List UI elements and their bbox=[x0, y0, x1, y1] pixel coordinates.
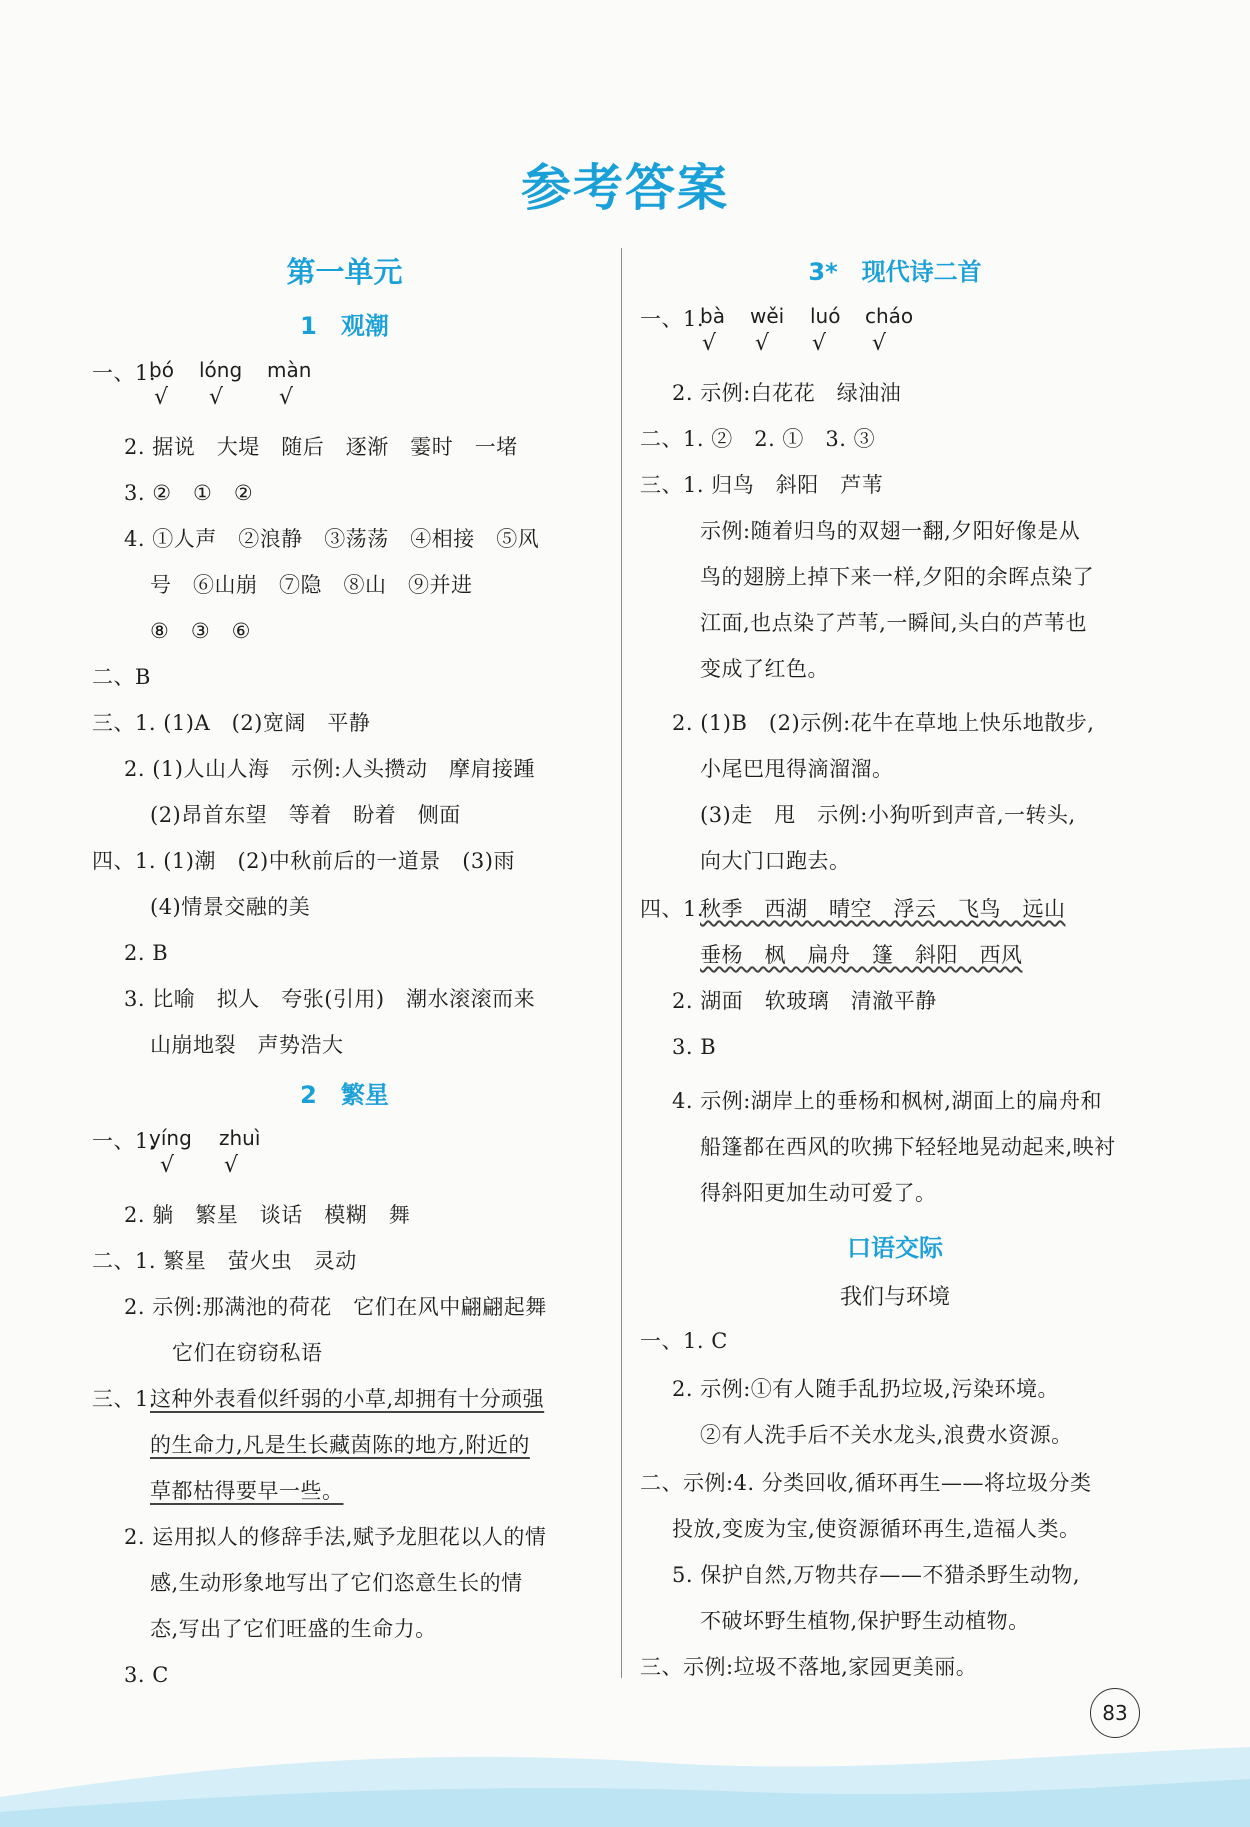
answer-line: 船篷都在西风的吹拂下轻轻地晃动起来,映衬 bbox=[700, 1135, 1116, 1159]
answer-line: 投放,变废为宝,使资源循环再生,造福人类。 bbox=[672, 1517, 1081, 1541]
answer-line: 2. 示例:①有人随手乱扔垃圾,污染环境。 bbox=[672, 1377, 1059, 1401]
answer-line: 2. 躺 繁星 谈话 模糊 舞 bbox=[124, 1203, 411, 1227]
answer-line: (4)情景交融的美 bbox=[150, 895, 311, 919]
answer-line: 3. C bbox=[124, 1663, 169, 1687]
answer-line: 示例:随着归鸟的双翅一翻,夕阳好像是从 bbox=[700, 519, 1081, 543]
answer-line: 它们在窃窃私语 bbox=[172, 1341, 323, 1365]
pinyin: cháo bbox=[865, 304, 914, 328]
lesson-1-title: 1 观潮 bbox=[300, 312, 389, 340]
answer-line: 4. ①人声 ②浪静 ③荡荡 ④相接 ⑤风 bbox=[124, 527, 540, 551]
answer-line: 3. B bbox=[672, 1035, 717, 1059]
page-number: 83 bbox=[1090, 1688, 1140, 1738]
answer-line: 4. 示例:湖岸上的垂杨和枫树,湖面上的扁舟和 bbox=[672, 1089, 1102, 1113]
answer-line: 三、1. 归鸟 斜阳 芦苇 bbox=[640, 473, 884, 497]
answer-line: 四、1. bbox=[640, 897, 705, 921]
answer-line: 态,写出了它们旺盛的生命力。 bbox=[150, 1617, 437, 1641]
answer-line: 3. ② ① ② bbox=[124, 481, 254, 505]
answer-line: 四、1. (1)潮 (2)中秋前后的一道景 (3)雨 bbox=[92, 849, 515, 873]
column-divider bbox=[621, 248, 622, 1678]
underlined-sentence: 这种外表看似纤弱的小草,却拥有十分顽强 bbox=[150, 1387, 545, 1411]
answer-line: 二、B bbox=[92, 665, 151, 689]
lesson-2-title: 2 繁星 bbox=[300, 1081, 389, 1109]
answer-line: 2. 示例:白花花 绿油油 bbox=[672, 381, 902, 405]
answer-line: 鸟的翅膀上掉下来一样,夕阳的余晖点染了 bbox=[700, 565, 1095, 589]
pinyin: luó bbox=[810, 304, 841, 328]
underlined-words: 秋季 西湖 晴空 浮云 飞鸟 远山 bbox=[700, 897, 1066, 921]
answer-line: (3)走 甩 示例:小狗听到声音,一转头, bbox=[700, 803, 1076, 827]
answer-line: ②有人洗手后不关水龙头,浪费水资源。 bbox=[700, 1423, 1073, 1447]
answer-line: 一、1. bbox=[92, 1129, 157, 1153]
check-mark-icon: √ bbox=[755, 331, 770, 356]
answer-line: 得斜阳更加生动可爱了。 bbox=[700, 1181, 937, 1205]
answer-line: ⑧ ③ ⑥ bbox=[150, 619, 251, 643]
answer-line: 向大门口跑去。 bbox=[700, 849, 851, 873]
underlined-words: 垂杨 枫 扁舟 篷 斜阳 西风 bbox=[700, 943, 1023, 967]
answer-line: 一、1. bbox=[640, 307, 705, 331]
answer-line: 2. 运用拟人的修辞手法,赋予龙胆花以人的情 bbox=[124, 1525, 547, 1549]
answer-line: 变成了红色。 bbox=[700, 657, 829, 681]
answer-line: 小尾巴甩得滴溜溜。 bbox=[700, 757, 894, 781]
check-mark-icon: √ bbox=[702, 331, 717, 356]
answer-line: 2. 示例:那满池的荷花 它们在风中翩翩起舞 bbox=[124, 1295, 547, 1319]
answer-line: 2. (1)B (2)示例:花牛在草地上快乐地散步, bbox=[672, 711, 1095, 735]
pinyin: màn bbox=[267, 358, 312, 382]
underlined-sentence: 草都枯得要早一些。 bbox=[150, 1479, 344, 1503]
answer-line: 二、1. ② 2. ① 3. ③ bbox=[640, 427, 876, 451]
oral-subtitle: 我们与环境 bbox=[839, 1285, 950, 1310]
underlined-sentence: 的生命力,凡是生长藏茵陈的地方,附近的 bbox=[150, 1433, 530, 1457]
answer-line: 江面,也点染了芦苇,一瞬间,头白的芦苇也 bbox=[700, 611, 1088, 635]
answer-line: (2)昂首东望 等着 盼着 侧面 bbox=[150, 803, 461, 827]
check-mark-icon: √ bbox=[812, 331, 827, 356]
answer-line: 2. (1)人山人海 示例:人头攒动 摩肩接踵 bbox=[124, 757, 536, 781]
answer-line: 山崩地裂 声势浩大 bbox=[150, 1033, 344, 1057]
answer-line: 不破坏野生植物,保护野生动植物。 bbox=[700, 1609, 1030, 1633]
pinyin: bó bbox=[149, 358, 174, 382]
answer-line: 5. 保护自然,万物共存——不猎杀野生动物, bbox=[672, 1563, 1081, 1587]
answer-line: 2. B bbox=[124, 941, 169, 965]
page-title: 参考答案 bbox=[521, 159, 729, 217]
answer-line: 3. 比喻 拟人 夸张(引用) 潮水滚滚而来 bbox=[124, 987, 536, 1011]
oral-title: 口语交际 bbox=[847, 1234, 943, 1262]
answer-line: 一、1. bbox=[92, 361, 157, 385]
check-mark-icon: √ bbox=[279, 385, 294, 410]
check-mark-icon: √ bbox=[224, 1153, 239, 1178]
answer-line: 2. 湖面 软玻璃 清澈平静 bbox=[672, 989, 937, 1013]
pinyin: lóng bbox=[199, 358, 243, 382]
answer-line: 三、示例:垃圾不落地,家园更美丽。 bbox=[640, 1655, 978, 1679]
pinyin: zhuì bbox=[219, 1126, 261, 1150]
lesson-3-title: 3* 现代诗二首 bbox=[808, 258, 982, 286]
check-mark-icon: √ bbox=[160, 1153, 175, 1178]
pinyin: bà bbox=[700, 304, 725, 328]
answer-line: 感,生动形象地写出了它们恣意生长的情 bbox=[150, 1571, 523, 1595]
answer-line: 二、示例:4. 分类回收,循环再生——将垃圾分类 bbox=[640, 1471, 1092, 1495]
pinyin: yíng bbox=[149, 1126, 192, 1150]
answer-line: 2. 据说 大堤 随后 逐渐 霎时 一堵 bbox=[124, 435, 518, 459]
check-mark-icon: √ bbox=[209, 385, 224, 410]
answer-line: 一、1. C bbox=[640, 1329, 728, 1353]
check-mark-icon: √ bbox=[872, 331, 887, 356]
pinyin: wěi bbox=[750, 304, 785, 328]
footer-wave-decoration bbox=[0, 1687, 1250, 1827]
check-mark-icon: √ bbox=[154, 385, 169, 410]
answer-line: 三、1. (1)A (2)宽阔 平静 bbox=[92, 711, 371, 735]
answer-line: 号 ⑥山崩 ⑦隐 ⑧山 ⑨并进 bbox=[150, 573, 473, 597]
unit-title: 第一单元 bbox=[286, 255, 403, 289]
answer-line: 三、1. bbox=[92, 1387, 157, 1411]
answer-line: 二、1. 繁星 萤火虫 灵动 bbox=[92, 1249, 357, 1273]
